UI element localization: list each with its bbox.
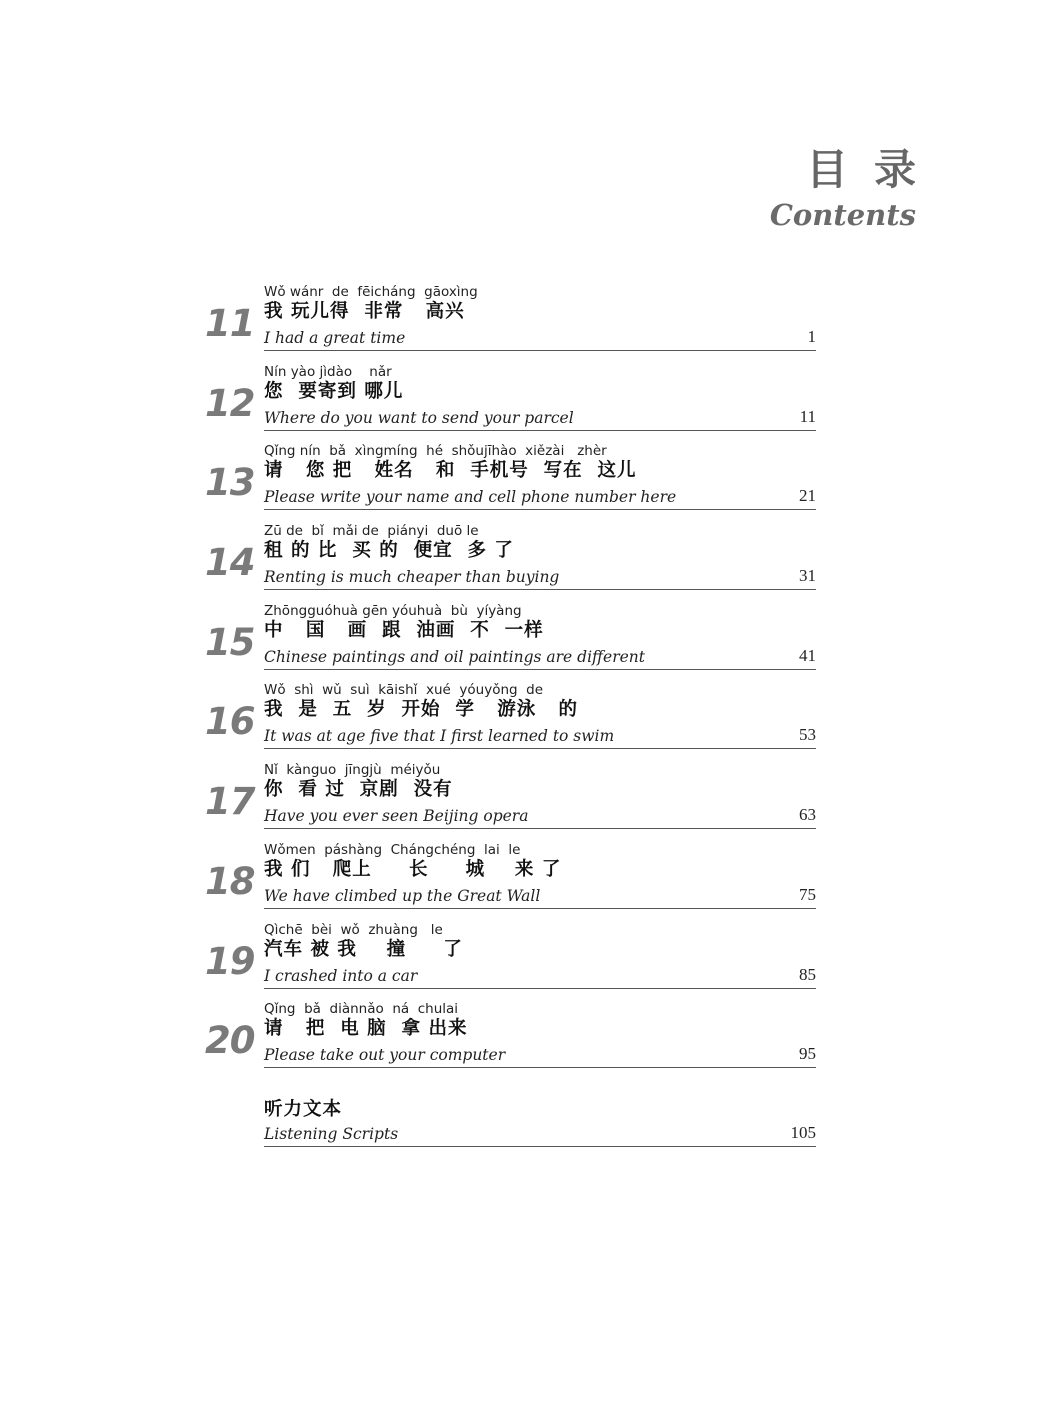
lesson-pinyin: Wǒmen páshàng Chángchéng lai le: [264, 841, 521, 858]
lesson-title-chinese: 你 看 过 京剧 没有: [264, 779, 453, 801]
contents-header: [769, 145, 942, 233]
page-number: 11: [799, 406, 816, 426]
page-number: 31: [799, 566, 816, 586]
page-number: 41: [799, 645, 816, 665]
lesson-number: 13: [205, 461, 255, 505]
lesson-title-chinese: 租 的 比 买 的 便宜 多 了: [264, 540, 514, 562]
toc-leader-line: [264, 1041, 816, 1068]
toc-entry-listening-scripts[interactable]: [205, 1081, 816, 1161]
appendix-title-chinese: 听力文本: [264, 1098, 343, 1120]
lesson-number: 18: [205, 859, 255, 903]
toc-entry-lesson-17[interactable]: [205, 762, 816, 842]
toc-entry-lesson-19[interactable]: [205, 922, 816, 1002]
toc-entry-lesson-14[interactable]: [205, 523, 816, 603]
lesson-number: 14: [205, 541, 255, 585]
lesson-pinyin: Nǐ kànguo jīngjù méiyǒu: [264, 762, 441, 779]
toc-leader-line: [264, 404, 816, 431]
lesson-title-chinese: 您 要寄到 哪儿: [264, 380, 404, 402]
toc-entry-lesson-12[interactable]: [205, 364, 816, 444]
page-number: 21: [799, 486, 816, 506]
lesson-title-english: It was at age five that I first learned to swim: [264, 727, 615, 746]
page-title-english: Contents: [769, 198, 916, 232]
lesson-title-english: Renting is much cheaper than buying: [264, 568, 560, 587]
page-number: 75: [799, 884, 816, 904]
lesson-title-chinese: 汽车 被 我 撞 了: [264, 938, 463, 960]
toc-entry-lesson-15[interactable]: [205, 603, 816, 683]
lesson-title-english: Please take out your computer: [264, 1046, 506, 1065]
lesson-number: 20: [205, 1019, 255, 1063]
lesson-title-chinese: 中 国 画 跟 油画 不 一样: [264, 619, 544, 641]
page-number: 95: [799, 1044, 816, 1064]
toc-leader-line: [264, 882, 816, 909]
lesson-number: 12: [205, 381, 255, 425]
lesson-pinyin: Qǐng bǎ diànnǎo ná chulai: [264, 1001, 459, 1018]
lesson-pinyin: Qìchē bèi wǒ zhuàng le: [264, 921, 443, 938]
lesson-number: 17: [205, 780, 255, 824]
lesson-number: 11: [205, 302, 255, 345]
lesson-title-english: We have climbed up the Great Wall: [264, 886, 541, 905]
page-title-chinese: 目录: [805, 145, 942, 194]
lesson-pinyin: Wǒ shì wǔ suì kāishǐ xué yóuyǒng de: [264, 682, 544, 699]
toc-leader-line: [264, 643, 816, 670]
page-number: 53: [799, 725, 816, 745]
lesson-pinyin: Nín yào jìdào nǎr: [264, 363, 392, 380]
toc-entry-lesson-16[interactable]: [205, 682, 816, 762]
lesson-title-english: I crashed into a car: [264, 966, 418, 985]
lesson-title-chinese: 我 们 爬上 长 城 来 了: [264, 858, 562, 880]
toc-entry-lesson-18[interactable]: [205, 842, 816, 922]
lesson-number: 15: [205, 620, 255, 664]
page-number: 85: [799, 964, 816, 984]
lesson-title-chinese: 我 玩儿得 非常 高兴: [264, 301, 465, 322]
lesson-title-english: Have you ever seen Beijing opera: [264, 807, 529, 826]
lesson-title-english: Please write your name and cell phone number here: [264, 488, 677, 507]
lesson-title-english: Chinese paintings and oil paintings are different: [264, 647, 645, 666]
lesson-pinyin: Wǒ wánr de fēicháng gāoxìng: [264, 284, 478, 300]
lesson-number: 19: [205, 939, 255, 983]
lesson-pinyin: Qǐng nín bǎ xìngmíng hé shǒujīhào xiězài zhèr: [264, 443, 607, 460]
toc-leader-line: [264, 962, 816, 989]
lesson-pinyin: Zhōngguóhuà gēn yóuhuà bù yíyàng: [264, 602, 522, 619]
toc-leader-line: [264, 722, 816, 749]
lesson-title-english: I had a great time: [264, 329, 406, 347]
toc-entry-lesson-13[interactable]: [205, 443, 816, 523]
toc-entry-lesson-20[interactable]: [205, 1001, 816, 1081]
table-of-contents: [205, 284, 816, 1161]
lesson-number: 16: [205, 700, 255, 744]
toc-leader-line: [264, 563, 816, 590]
lesson-title-chinese: 我 是 五 岁 开始 学 游泳 的: [264, 699, 579, 721]
page-number: 105: [790, 1122, 816, 1142]
toc-leader-line: [264, 1122, 816, 1147]
lesson-title-chinese: 请 把 电 脑 拿 出来: [264, 1018, 468, 1040]
lesson-pinyin: Zū de bǐ mǎi de piányi duō le: [264, 523, 479, 540]
lesson-title-english: Where do you want to send your parcel: [264, 408, 574, 427]
lesson-title-chinese: 请 您 把 姓名 和 手机号 写在 这儿: [264, 460, 637, 482]
toc-entry-lesson-11[interactable]: [205, 284, 816, 364]
toc-leader-line: [264, 802, 816, 829]
page-number: 1: [807, 327, 816, 346]
toc-leader-line: [264, 324, 816, 351]
toc-leader-line: [264, 483, 816, 510]
appendix-title-english: Listening Scripts: [264, 1124, 399, 1143]
page-number: 63: [799, 805, 816, 825]
